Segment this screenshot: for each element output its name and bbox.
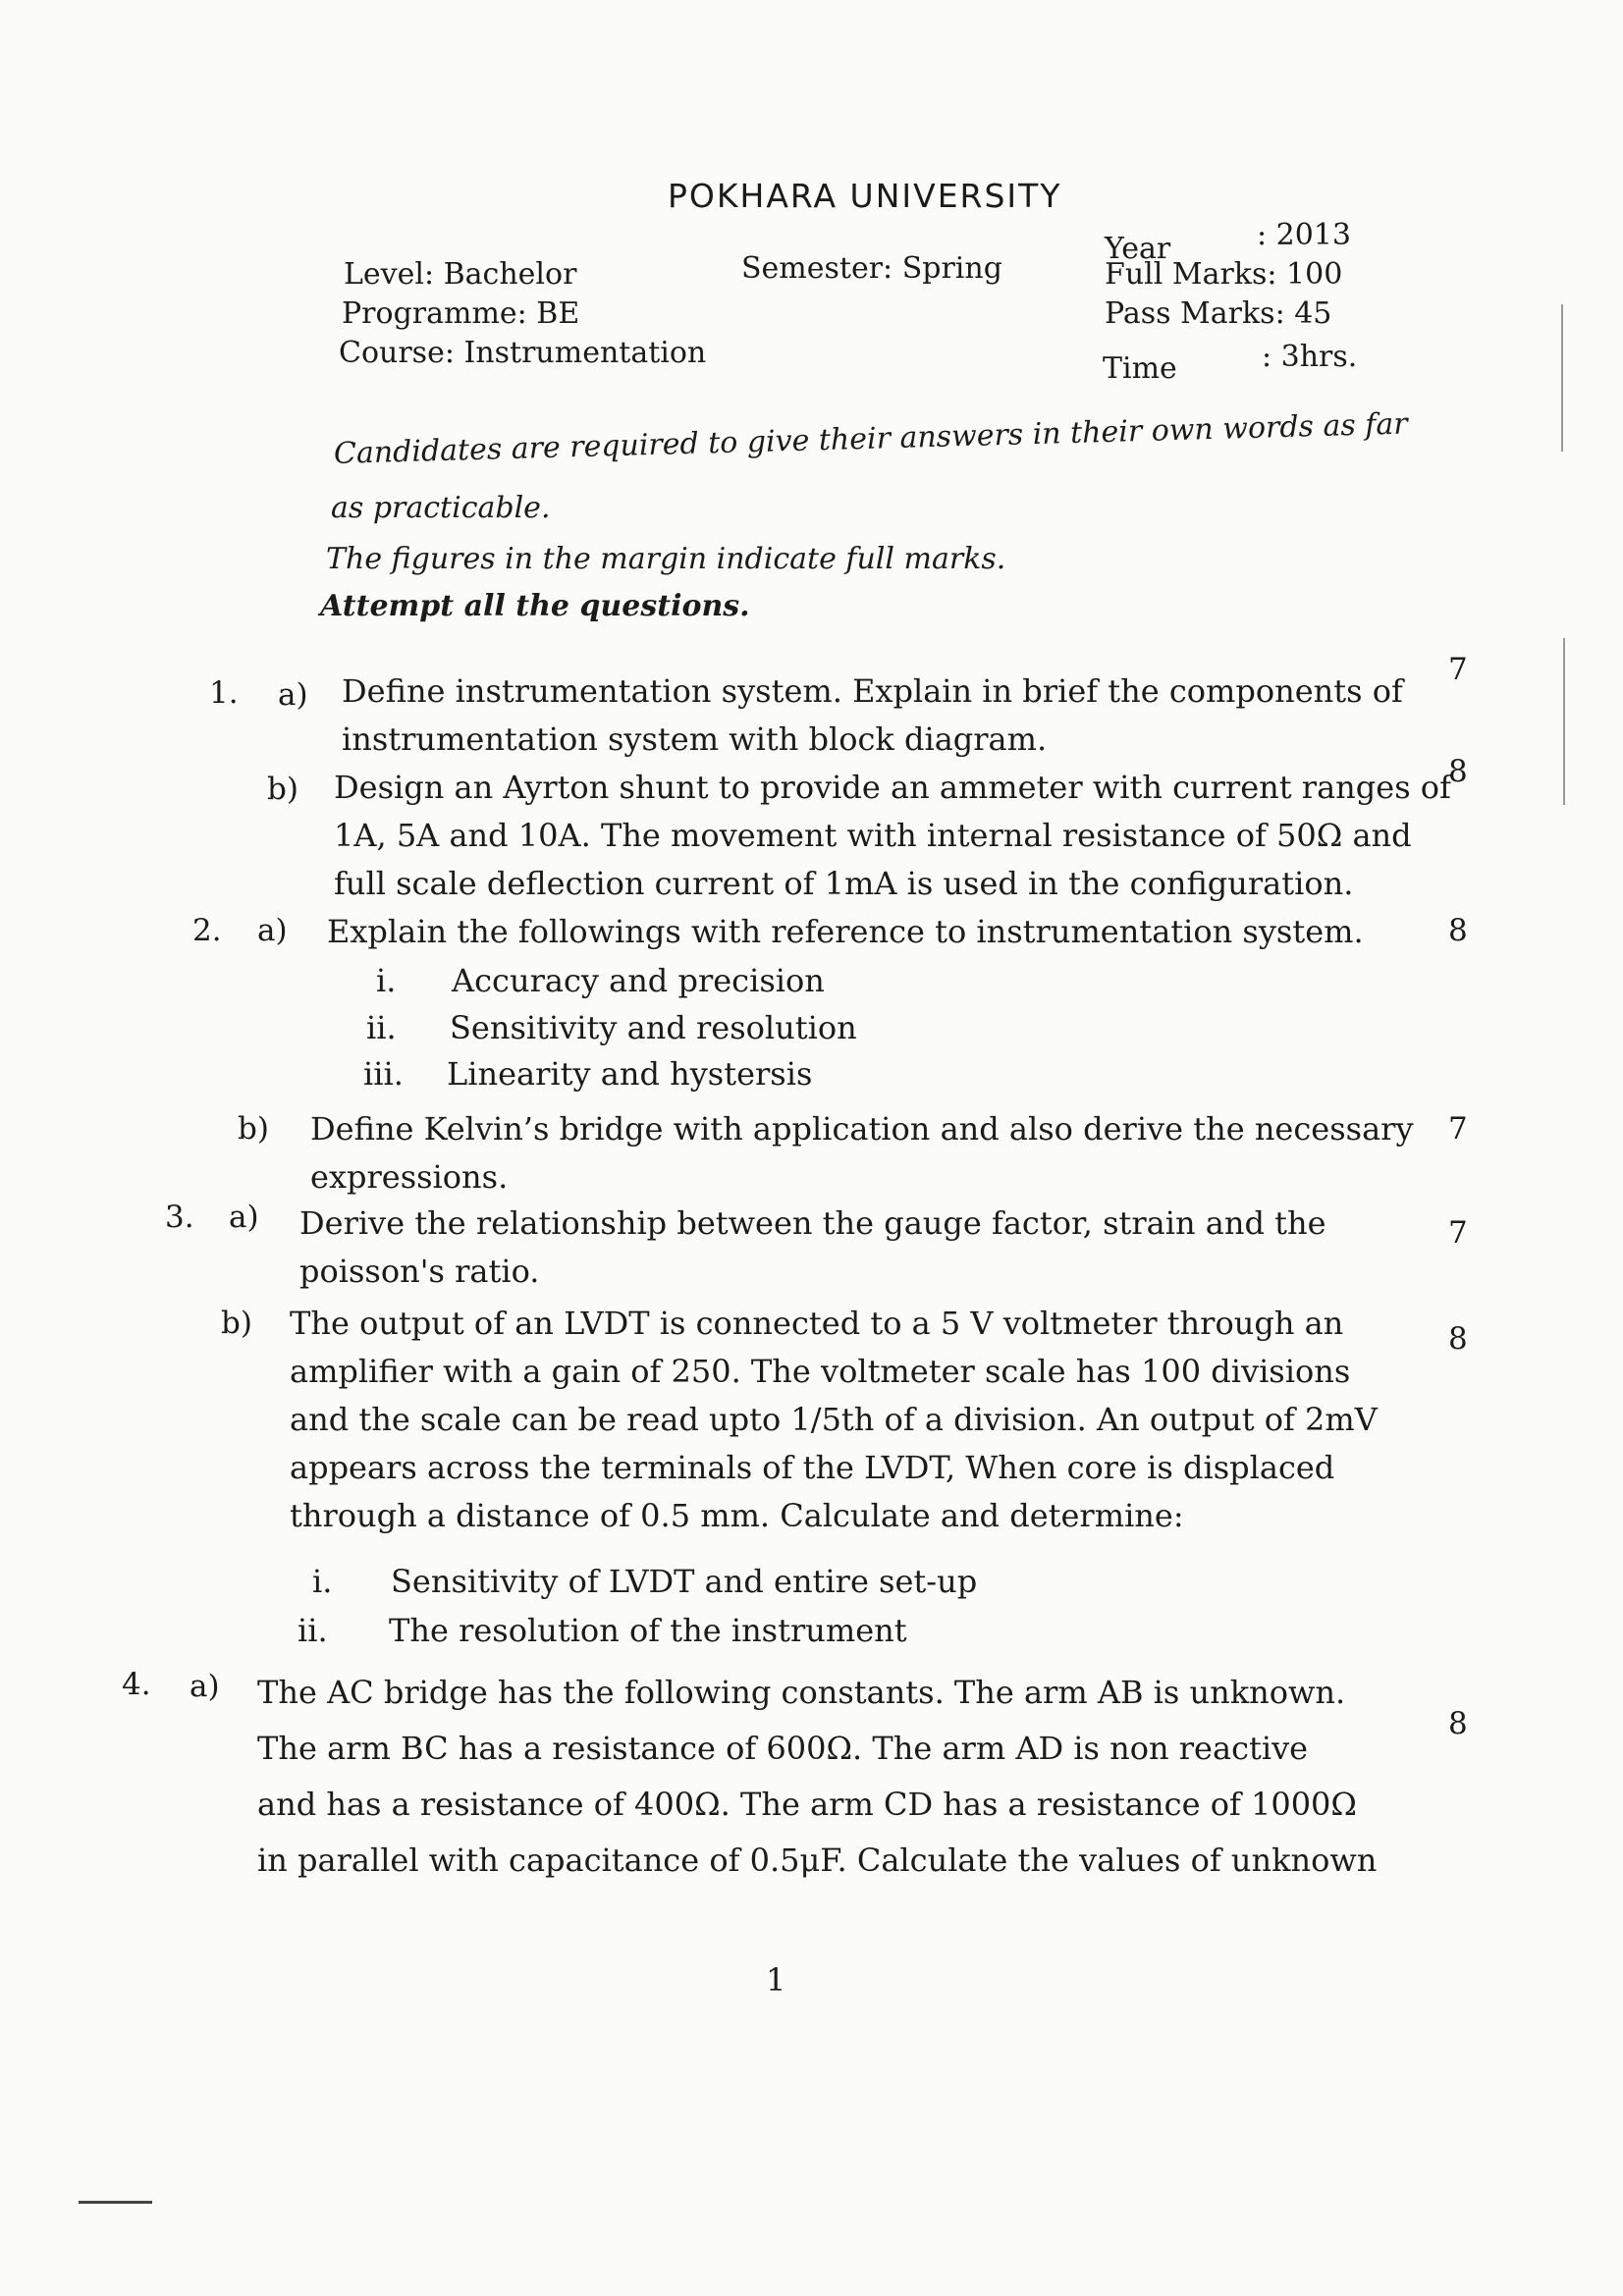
part-label-4a: a) <box>189 1669 220 1704</box>
question-3b-item <box>312 1563 332 1600</box>
question-1a-text <box>342 667 1403 764</box>
instruction-line-3: The figures in the margin indicate full marks. <box>326 542 1006 576</box>
part-label-2b: b) <box>238 1111 269 1147</box>
question-1a-line: Define instrumentation system. Explain in brief the components of <box>342 672 1403 710</box>
scan-edge-mark <box>79 2201 152 2204</box>
part-label-3a: a) <box>229 1200 259 1235</box>
question-1b-line: Design an Ayrton shunt to provide an ammeter with current ranges of <box>334 769 1451 806</box>
question-1b-line: full scale deflection current of 1mA is used in the configuration. <box>334 865 1354 902</box>
part-label-1b: b) <box>267 772 298 807</box>
question-number-1: 1. <box>209 675 239 711</box>
time-label: Time <box>1103 351 1177 386</box>
part-label-3b: b) <box>221 1306 252 1341</box>
year-label: Year <box>1105 232 1171 266</box>
question-3b-text <box>290 1300 1378 1540</box>
question-4a-text <box>257 1665 1377 1889</box>
question-2a-item-text: Sensitivity and resolution <box>450 1009 857 1046</box>
question-4a-line: The arm BC has a resistance of 600Ω. The arm AD is non reactive <box>257 1730 1309 1767</box>
marks-2a: 8 <box>1448 913 1468 948</box>
marks-4a: 8 <box>1448 1706 1468 1741</box>
level: Level: Bachelor <box>344 257 577 292</box>
year-value: : 2013 <box>1257 218 1351 252</box>
question-3b-line: through a distance of 0.5 mm. Calculate and determine: <box>290 1497 1184 1534</box>
question-3a-text <box>299 1200 1326 1296</box>
question-2a-item <box>376 962 396 999</box>
question-number-4: 4. <box>122 1667 151 1702</box>
question-3b-item <box>298 1612 328 1649</box>
item-number: i. <box>376 962 397 999</box>
pass-marks: Pass Marks: 45 <box>1105 296 1332 331</box>
question-3b-line: appears across the terminals of the LVDT, When core is displaced <box>290 1449 1335 1486</box>
question-3a-line: poisson's ratio. <box>299 1253 540 1290</box>
question-2a-item <box>366 1009 397 1046</box>
question-2a-text <box>327 908 1364 956</box>
part-label-1a: a) <box>278 677 308 713</box>
item-number: iii. <box>363 1055 404 1093</box>
scan-edge-mark <box>1561 304 1563 452</box>
semester: Semester: Spring <box>741 251 1002 286</box>
marks-2b: 7 <box>1448 1111 1468 1147</box>
university-title: POKHARA UNIVERSITY <box>668 177 1062 215</box>
instruction-line-1: Candidates are required to give their answers in their own words as far <box>333 406 1409 471</box>
question-1b-text <box>334 764 1451 908</box>
page-number: 1 <box>766 1961 786 1999</box>
item-number: ii. <box>366 1009 397 1046</box>
item-number: i. <box>312 1563 333 1600</box>
programme: Programme: BE <box>342 296 580 331</box>
question-1a-line: instrumentation system with block diagram. <box>342 721 1048 758</box>
question-3a-line: Derive the relationship between the gauge factor, strain and the <box>299 1204 1326 1242</box>
full-marks: Full Marks: 100 <box>1105 257 1343 292</box>
question-3b-item-text: Sensitivity of LVDT and entire set-up <box>391 1563 978 1600</box>
marks-3b: 8 <box>1448 1321 1468 1357</box>
question-2a-line: Explain the followings with reference to instrumentation system. <box>327 913 1364 950</box>
question-4a-line: and has a resistance of 400Ω. The arm CD has a resistance of 1000Ω <box>257 1786 1357 1823</box>
question-2b-text <box>310 1105 1414 1201</box>
scan-edge-mark <box>1563 638 1565 805</box>
question-2b-line: expressions. <box>310 1158 509 1196</box>
instruction-line-4: Attempt all the questions. <box>320 589 750 623</box>
question-3b-item-text: The resolution of the instrument <box>389 1612 907 1649</box>
question-2a-item-text: Linearity and hystersis <box>447 1055 813 1093</box>
marks-3a: 7 <box>1448 1215 1468 1251</box>
marks-1b: 8 <box>1448 754 1468 789</box>
instruction-line-2: as practicable. <box>331 491 551 525</box>
course: Course: Instrumentation <box>339 336 707 370</box>
item-number: ii. <box>298 1612 328 1649</box>
marks-1a: 7 <box>1448 652 1468 687</box>
question-2a-item <box>363 1055 404 1093</box>
question-4a-line: in parallel with capacitance of 0.5μF. Calculate the values of unknown <box>257 1842 1378 1879</box>
question-number-3: 3. <box>165 1200 194 1235</box>
question-2b-line: Define Kelvin’s bridge with application and also derive the necessary <box>310 1110 1414 1148</box>
question-number-2: 2. <box>192 913 222 948</box>
time-value: : 3hrs. <box>1262 340 1358 374</box>
question-3b-line: and the scale can be read upto 1/5th of a division. An output of 2mV <box>290 1401 1378 1438</box>
question-3b-line: The output of an LVDT is connected to a 5 V voltmeter through an <box>290 1305 1344 1342</box>
question-1b-line: 1A, 5A and 10A. The movement with internal resistance of 50Ω and <box>334 817 1412 854</box>
question-3b-line: amplifier with a gain of 250. The voltmeter scale has 100 divisions <box>290 1353 1351 1390</box>
question-4a-line: The AC bridge has the following constants. The arm AB is unknown. <box>257 1674 1346 1711</box>
question-2a-item-text: Accuracy and precision <box>452 962 825 999</box>
part-label-2a: a) <box>257 913 288 948</box>
